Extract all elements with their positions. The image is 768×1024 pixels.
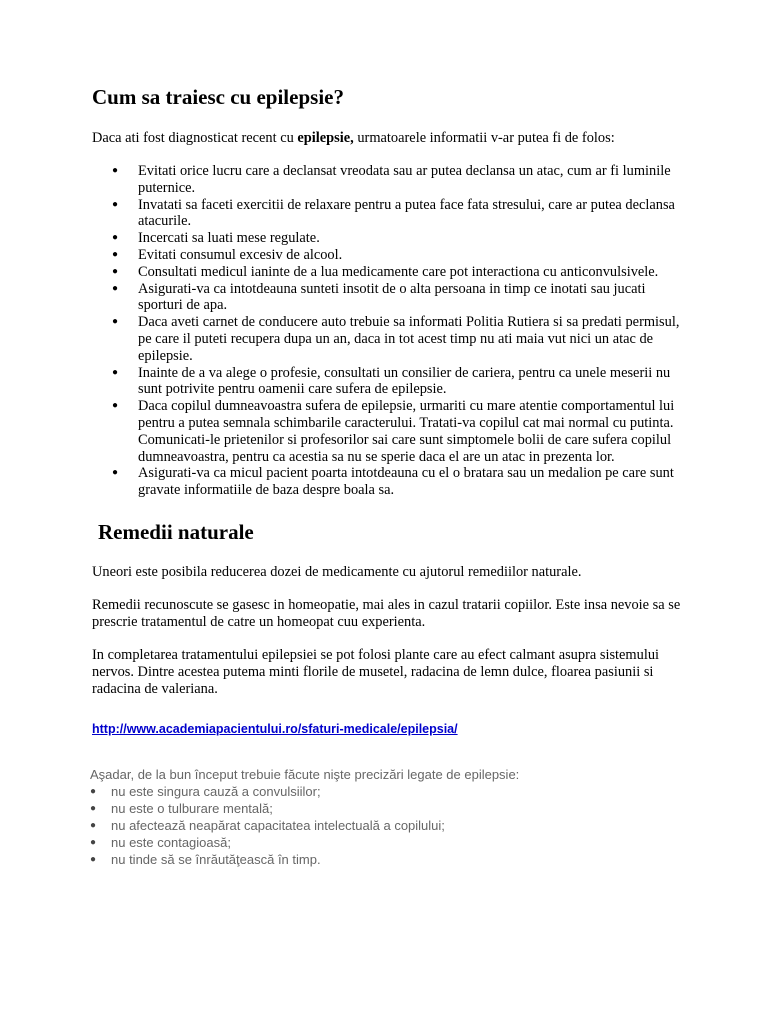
list-item bbox=[90, 817, 690, 834]
list-item bbox=[90, 851, 690, 868]
list-item-text: Consultati medicul ianinte de a lua medicamente care pot interactiona cu anticonvulsivele. bbox=[138, 263, 659, 280]
remedies-paragraph: In completarea tratamentului epilepsiei se pot folosi plante care au efect calmant asupra sistemului nervos. Dintre acestea putema minti florile de musetel, radacina de lemn dulce, floarea pasiunii si radacina de valeriana. bbox=[92, 646, 660, 697]
list-item-text: nu este singura cauză a convulsiilor; bbox=[111, 784, 321, 799]
bullet-icon: ● bbox=[112, 467, 119, 479]
list-item bbox=[92, 197, 682, 231]
list-item bbox=[92, 281, 682, 315]
bullet-icon: ● bbox=[90, 803, 97, 814]
source-link[interactable]: http://www.academiapacientului.ro/sfaturi-medicale/epilepsia/ bbox=[92, 721, 458, 736]
list-item-text: nu tinde să se înrăutăţească în timp. bbox=[111, 852, 321, 867]
bullet-icon: ● bbox=[112, 165, 119, 176]
list-item-text: Asigurati-va ca micul pacient poarta intotdeauna cu el o bratara sau un medalion pe care sunt gravate informatiile de baza despre boala sa. bbox=[138, 465, 674, 499]
bullet-icon: ● bbox=[112, 248, 119, 260]
list-item-text: nu este contagioasă; bbox=[111, 835, 231, 850]
remedies-paragraph: Remedii recunoscute se gasesc in homeopatie, mai ales in cazul tratarii copiilor. Este insa nevoie sa se prescrie tratamentul de catre un homeopat cuu experienta. bbox=[92, 596, 681, 630]
intro-paragraph bbox=[92, 130, 682, 147]
page-title: Cum sa traiesc cu epilepsie? bbox=[92, 85, 344, 109]
document-page bbox=[92, 84, 682, 738]
bullet-icon: ● bbox=[90, 820, 97, 831]
list-item bbox=[92, 398, 682, 465]
list-item bbox=[90, 800, 690, 817]
section-heading-remedies: Remedii naturale bbox=[98, 519, 254, 544]
list-item bbox=[92, 314, 682, 364]
list-item-text: nu afectează neapărat capacitatea intelectuală a copilului; bbox=[111, 818, 445, 833]
bullet-icon: ● bbox=[90, 837, 97, 848]
bullet-icon: ● bbox=[90, 854, 97, 865]
bullet-icon: ● bbox=[112, 282, 119, 294]
intro-text-end: urmatoarele informatii v-ar putea fi de folos: bbox=[353, 130, 615, 146]
list-item-text: Daca copilul dumneavoastra sufera de epilepsie, urmariti cu mare atentie comportamentul lui pentru a putea semnala schimbarile caracterului. Tratati-va copilul cat mai normal cu putinta. Comunicati-le prietenilor si profesorilor sai care sunt simptomele bolii de care sufera copilul dumneavoastra, pentru ca acestia sa nu se sperie daca el are un atac in prezenta lor. bbox=[138, 398, 675, 465]
list-item bbox=[90, 834, 690, 851]
intro-bold-term: epilepsie, bbox=[297, 130, 354, 146]
clarifications-block bbox=[90, 766, 690, 868]
bullet-icon: ● bbox=[90, 786, 97, 797]
list-item bbox=[92, 264, 682, 281]
intro-text-start: Daca ati fost diagnosticat recent cu bbox=[92, 130, 298, 146]
list-item-text: Evitati orice lucru care a declansat vreodata sau ar putea declansa un atac, cum ar fi luminile puternice. bbox=[138, 163, 671, 196]
bullet-icon: ● bbox=[112, 316, 119, 328]
list-item-text: Evitati consumul excesiv de alcool. bbox=[138, 246, 343, 263]
list-item bbox=[92, 247, 682, 264]
clarifications-intro: Aşadar, de la bun început trebuie făcute nişte precizări legate de epilepsie: bbox=[90, 767, 520, 782]
list-item bbox=[92, 365, 682, 399]
list-item-text: Invatati sa faceti exercitii de relaxare pentru a putea face fata stresului, care ar putea declansa atacurile. bbox=[138, 196, 675, 230]
clarifications-list bbox=[90, 783, 690, 868]
remedies-paragraph: Uneori este posibila reducerea dozei de medicamente cu ajutorul remediilor naturale. bbox=[92, 563, 582, 580]
list-item-text: Inainte de a va alege o profesie, consultati un consilier de cariera, pentru ca unele meserii nu sunt potrivite pentru oamenii care sufera de epilepsie. bbox=[138, 364, 671, 398]
bullet-icon: ● bbox=[112, 265, 119, 277]
bullet-icon: ● bbox=[112, 400, 119, 412]
list-item bbox=[92, 230, 682, 247]
list-item-text: Incercati sa luati mese regulate. bbox=[138, 230, 320, 247]
tips-list bbox=[92, 163, 682, 499]
bullet-icon: ● bbox=[112, 366, 119, 378]
list-item-text: nu este o tulburare mentală; bbox=[111, 801, 273, 816]
list-item-text: Asigurati-va ca intotdeauna sunteti insotit de o alta persoana in timp ce inotati sau jucati sporturi de apa. bbox=[138, 280, 646, 314]
list-item bbox=[90, 783, 690, 800]
bullet-icon: ● bbox=[112, 232, 119, 244]
list-item bbox=[92, 163, 682, 197]
bullet-icon: ● bbox=[112, 198, 119, 210]
list-item bbox=[92, 465, 682, 499]
list-item-text: Daca aveti carnet de conducere auto trebuie sa informati Politia Rutiera si sa predati permisul, pe care il puteti recupera dupa un an, daca in tot acest timp nu ati maia vut nici un atac de epilepsie. bbox=[138, 314, 680, 364]
